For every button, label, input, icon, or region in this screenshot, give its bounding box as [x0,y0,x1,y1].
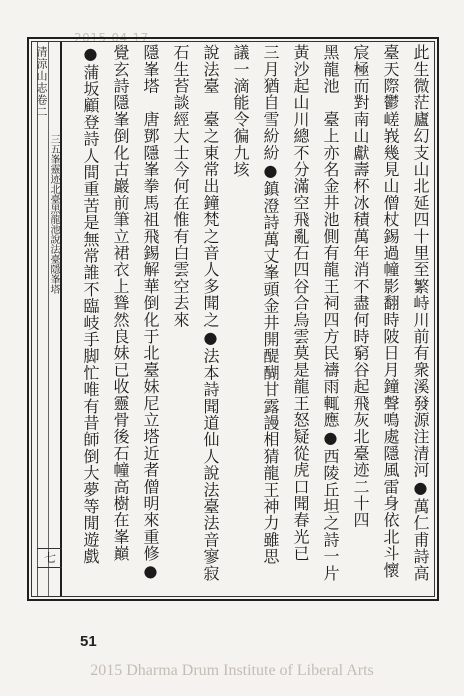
fold-section: 說法臺 [48,234,59,264]
text-column: 宸極而對南山獻壽杯冰積萬年消不盡何時窮谷起飛灰北臺迹二十四 [351,44,370,529]
text-column: 議一滴能令徧九垓 [231,44,250,178]
text-column: ●蒲坂顧登詩人間重苦是無常誰不臨岐手脚忙唯有昔師倒大夢等閒遊戲 [81,44,100,565]
fold-section: 北臺 [48,184,59,204]
page-number: 51 [80,633,97,650]
institution-watermark: 2015 Dharma Drum Institute of Liberal Arts [90,662,374,679]
text-column: 覺玄詩隱峯倒化古巖前筆立裙衣上聳然良妹已收靈骨後石幢高樹在峯巔 [111,44,130,562]
main-text [72,44,432,584]
fold-section-list [49,134,61,294]
fold-divider [48,42,49,596]
text-column: 隱峯塔 唐鄧隱峯拳馬祖飛錫解華倒化于北臺妹尼立塔近者僧明來重修● [141,44,160,582]
fold-column [37,42,62,596]
fold-section: 隱峯塔 [48,264,59,294]
text-column: 臺天際鬱嵯峩幾見山僧杖錫過幢影翻時陂日月鐘聲鳴處隱風雷身依北斗懷 [381,44,400,579]
text-column: 黑龍池 臺上亦名金井池側有龍王祠四方民禱雨輒應●西陵丘坦之詩一片 [321,44,340,582]
fold-section: 黑龍池 [48,204,59,234]
text-column: 此生微茫廬幻支山北延四十里至繁峙川前有衆溪發源注清河●萬仁甫詩高 [411,44,430,582]
text-column: 說法臺 臺之東常出鐘梵之音人多聞之●法本詩聞道仙人說法臺法音寥寂 [201,44,220,582]
fold-section: 三五峯靈迹 [48,134,59,184]
fold-book-title: 清涼山志卷二 [35,46,48,118]
fold-leaf-number: 七 [43,551,56,565]
text-column: 三月猶自雪紛紛●鎮澄詩萬丈峯頭金井開醍醐甘露謾相猜龍王神力雖思 [261,44,280,565]
date-watermark: 2015-04-17 [74,31,149,45]
text-column: 石生苔談經大士今何在惟有白雲空去來 [171,44,190,328]
text-column: 黃沙起山川總不分滿空飛亂石四谷合烏雲莫是龍王怒疑從虎口聞春光已 [291,44,310,562]
